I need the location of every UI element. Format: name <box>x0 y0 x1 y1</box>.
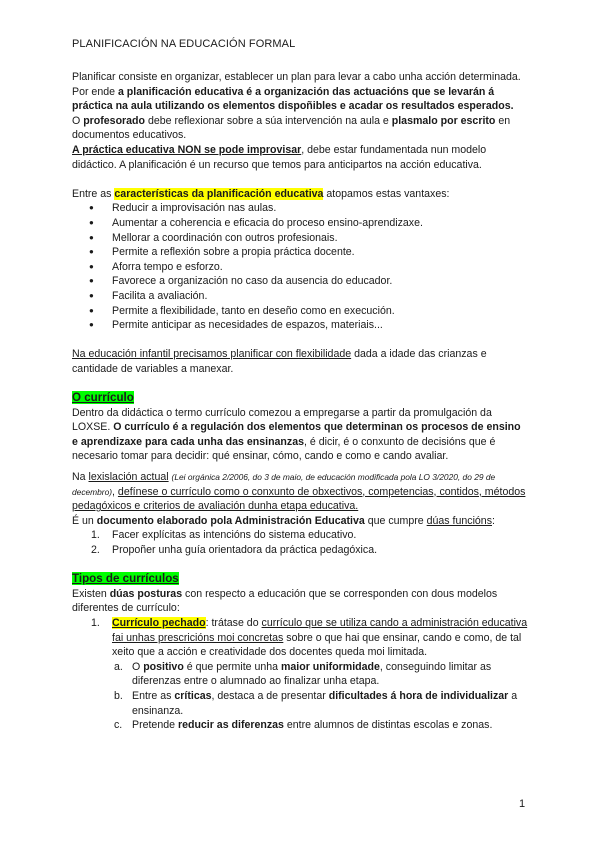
underline-lexislacion: lexislación actual <box>88 471 169 484</box>
list-item: ● Permite a flexibilidade, tanto en deseño como en execución. <box>72 304 528 319</box>
characteristics-list <box>72 201 528 332</box>
page-header: PLANIFICACIÓN NA EDUCACIÓN FORMAL <box>72 38 296 50</box>
text: entre alumnos de distintas escolas e zonas. <box>283 719 493 732</box>
list-item <box>72 528 528 543</box>
text: , debe estar fundamentada nun modelo didáctico. A planificación é un recurso que temos para anticipartos na acción educativa. <box>72 143 487 171</box>
pechado-sublist <box>112 660 528 733</box>
list-item <box>112 689 528 718</box>
text: Dentro da didáctica o termo currículo comezou a empregarse a partir da promulgación da LOXSE. <box>72 406 492 434</box>
law-citation: (Lei orgánica 2/2006, do 3 de maio, de educación modificada pola LO 3/2020, do 29 de decembro) <box>72 472 496 497</box>
text: a ensinanza. <box>132 689 518 717</box>
bold: maior uniformidade <box>281 660 380 673</box>
text: : trátase do <box>205 616 262 629</box>
text: en documentos educativos. <box>72 114 511 142</box>
text: debe reflexionar sobre a súa intervención na aula e <box>145 114 392 127</box>
list-item: ● Permite anticipar as necesidades de espazos, materiais... <box>72 318 528 333</box>
curriculo-heading <box>72 391 528 406</box>
bold: críticas <box>174 689 212 702</box>
intro-bold: a planificación educativa é a organización das actuacións que se levarán á práctica na aula utilizando os elementos dispoñibles e acadar os resultados esperados. <box>72 85 514 113</box>
text: , <box>112 485 118 498</box>
highlight-caracteristicas: características da planificación educativa <box>114 187 324 200</box>
list-item: ● Aumentar a coherencia e eficacia do proceso ensino-aprendizaxe. <box>72 216 528 231</box>
list-number: 1. <box>91 529 100 542</box>
bold-posturas: dúas posturas <box>109 587 183 600</box>
document-body <box>72 70 528 733</box>
curriculo-paragraph-2 <box>72 470 528 514</box>
intro-paragraph-2 <box>72 114 528 143</box>
list-number: 1. <box>91 616 100 629</box>
text: sobre o que hai que ensinar, cando e como, de tal xeito que a acción e creatividade dos docentes queda moi limitada. <box>112 631 522 659</box>
underline-definicion-lexislacion: defínese o currículo como o conxunto de obxectivos, competencias, contidos, métodos pedagóxicos e criterios de avaliación dunha etapa educativa. <box>72 485 526 513</box>
text: é que permite unha <box>183 660 281 673</box>
intro-text: Planificar consiste en organizar, establecer un plan para levar a cabo unha acción determinada. Por ende <box>72 71 521 98</box>
characteristics-lead <box>72 187 528 202</box>
list-item: ● Favorece a organización no caso da ausencia do educador. <box>72 274 528 289</box>
bold-profesorado: profesorado <box>83 114 145 127</box>
bold-definicion: O currículo é a regulación dos elementos que determinan os procesos de ensino e aprendizaxe para cada unha das ensinanzas <box>72 421 521 448</box>
text: Na <box>72 471 89 484</box>
intro-paragraph-3 <box>72 143 528 172</box>
highlight-curriculo-pechado: Currículo pechado <box>112 616 206 629</box>
list-number: 2. <box>91 544 100 556</box>
bold: positivo <box>143 660 184 673</box>
list-item <box>72 616 528 733</box>
bold-underline-non-improvisar: A práctica educativa NON se pode improvisar <box>72 143 302 156</box>
text: , é dicir, é o conxunto de decisións que é necesario tomar para decidir: qué ensinar, cómo, cando e como e cando avaliar. <box>72 435 496 463</box>
text: Entre as <box>132 689 175 702</box>
infantil-paragraph <box>72 347 528 376</box>
list-letter: b. <box>114 689 123 702</box>
list-letter: a. <box>114 660 123 673</box>
section-heading-curriculo: O currículo <box>72 391 134 405</box>
bold-plasmalo: plasmalo por escrito <box>391 114 496 127</box>
bold-documento: documento elaborado pola Administración Educativa <box>96 514 365 527</box>
list-item: ● Facilita a avaliación. <box>72 289 528 304</box>
list-item <box>72 543 528 558</box>
text: , conseguindo limitar as diferenzas entre o alumnado ao finalizar unha etapa. <box>132 660 492 688</box>
text: É un <box>72 514 97 527</box>
underline-pechado: currículo que se utiliza cando a administración educativa fai unhas prescricións moi concretas <box>112 616 528 644</box>
tipos-heading <box>72 572 528 587</box>
list-item <box>112 660 528 689</box>
underline-infantil: Na educación infantil precisamos planificar con flexibilidade <box>72 348 352 361</box>
list-text: Propoñer unha guía orientadora da práctica pedagóxica. <box>112 544 378 556</box>
curriculo-paragraph-1 <box>72 406 528 464</box>
funcions-list <box>72 528 528 557</box>
text: Pretende <box>132 719 178 732</box>
section-heading-tipos: Tipos de currículos <box>72 572 179 586</box>
text: Entre as <box>72 187 115 200</box>
list-letter: c. <box>114 719 123 732</box>
bold: reducir as diferenzas <box>177 719 284 732</box>
text: Existen <box>72 587 110 600</box>
list-item: ● Permite a reflexión sobre a propia práctica docente. <box>72 245 528 260</box>
tipos-lead <box>72 587 528 616</box>
text: : <box>492 514 495 527</box>
text: , destaca a de presentar <box>211 689 329 702</box>
curriculo-paragraph-3 <box>72 514 528 529</box>
text: que cumpre <box>364 514 427 527</box>
text: con respecto a educación que se corresponden con dous modelos diferentes de currículo: <box>72 587 498 615</box>
page-number: 1 <box>519 798 526 810</box>
text: O <box>72 114 84 127</box>
text: atopamos estas vantaxes: <box>323 187 450 200</box>
intro-paragraph-1 <box>72 70 528 114</box>
list-item: ● Mellorar a coordinación con outros profesionais. <box>72 231 528 246</box>
list-item <box>112 718 528 733</box>
underline-funcions: dúas funcións <box>426 514 492 527</box>
text: dada a idade das crianzas e cantidade de variables a manexar. <box>72 348 487 375</box>
list-item: ● Aforra tempo e esforzo. <box>72 260 528 275</box>
list-text: Facer explícitas as intencións do sistema educativo. <box>112 529 357 542</box>
bold: dificultades á hora de individualizar <box>328 689 509 702</box>
tipos-list <box>72 616 528 733</box>
list-item: ● Reducir a improvisación nas aulas. <box>72 201 528 216</box>
text: O <box>132 660 144 673</box>
